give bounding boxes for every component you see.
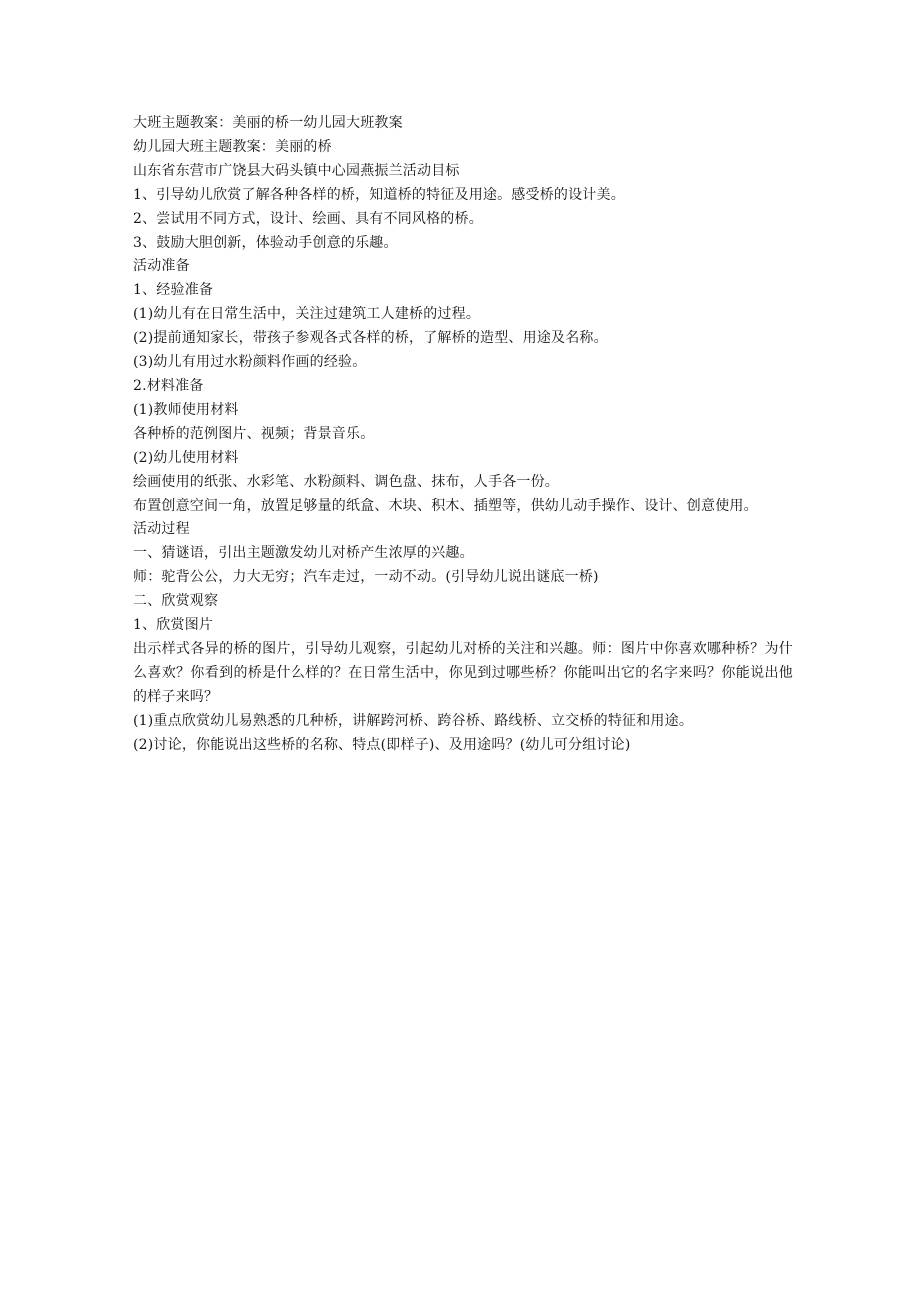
experience-item-2: (2)提前通知家长，带孩子参观各式各样的桥，了解桥的造型、用途及名称。: [133, 330, 608, 347]
experience-item-3: (3)幼儿有用过水粉颜料作画的经验。: [133, 354, 367, 371]
picture-appreciation-text: 出示样式各异的桥的图片，引导幼儿观察，引起幼儿对桥的关注和兴趣。师：图片中你喜欢哪种桥？为什么喜欢？你看到的桥是什么样的？在日常生活中，你见到过哪些桥？你能叫出它的名字来吗？你能说出他的样子来吗？: [133, 640, 793, 705]
section-heading-preparation: 活动准备: [133, 258, 190, 275]
experience-item-1: (1)幼儿有在日常生活中，关注过建筑工人建桥的过程。: [133, 306, 481, 323]
appreciation-item-1: (1)重点欣赏幼儿易熟悉的几种桥，讲解跨河桥、跨谷桥、路线桥、立交桥的特征和用途。: [133, 712, 694, 729]
child-materials-text: 绘画使用的纸张、水彩笔、水粉颜料、调色盘、抹布，人手各一份。: [133, 473, 559, 490]
document-body: [133, 112, 793, 757]
section-heading-process: 活动过程: [133, 521, 190, 538]
goal-item-1: 1、引导幼儿欣赏了解各种各样的桥，知道桥的特征及用途。感受桥的设计美。: [133, 186, 625, 203]
appreciation-item-2: (2)讨论，你能说出这些桥的名称、特点(即样子)、及用途吗？(幼儿可分组讨论): [133, 736, 631, 753]
riddle-text: 师：驼背公公，力大无穷；汽车走过，一动不动。(引导幼儿说出谜底一桥): [133, 569, 599, 586]
picture-appreciation-heading: 1、欣赏图片: [133, 617, 214, 634]
goal-item-2: 2、尝试用不同方式，设计、绘画、具有不同风格的桥。: [133, 210, 483, 227]
subsection-experience: 1、经验准备: [133, 282, 214, 299]
process-step-2: 二、欣赏观察: [133, 593, 219, 610]
teacher-materials-heading: (1)教师使用材料: [133, 401, 239, 418]
child-materials-heading: (2)幼儿使用材料: [133, 449, 239, 466]
author-line: 山东省东营市广饶县大码头镇中心园燕振兰活动目标: [133, 162, 460, 179]
subsection-materials: 2.材料准备: [133, 377, 204, 394]
teacher-materials-text: 各种桥的范例图片、视频；背景音乐。: [133, 425, 375, 442]
document-title: 大班主题教案：美丽的桥一幼儿园大班教案: [133, 115, 403, 131]
creative-space-text: 布置创意空间一角，放置足够量的纸盒、木块、积木、插塑等，供幼儿动手操作、设计、创意使用。: [133, 497, 758, 514]
document-subtitle: 幼儿园大班主题教案：美丽的桥: [133, 138, 332, 155]
process-step-1: 一、猜谜语，引出主题激发幼儿对桥产生浓厚的兴趣。: [133, 545, 474, 562]
goal-item-3: 3、鼓励大胆创新，体验动手创意的乐趣。: [133, 234, 398, 251]
